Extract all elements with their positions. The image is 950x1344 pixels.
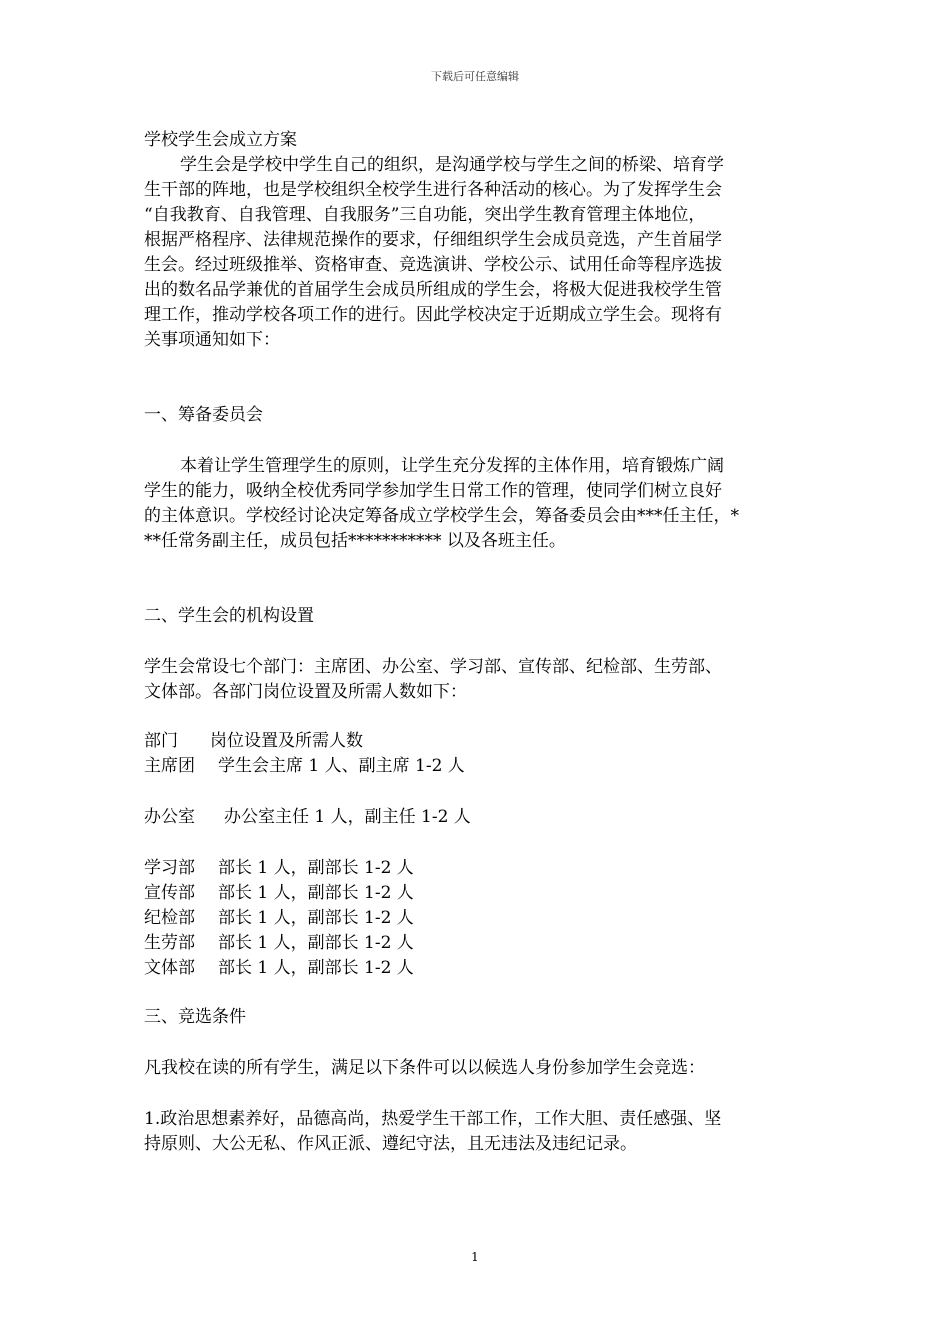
dept-name: 主席团 [144, 756, 195, 776]
dept-name: 办公室 [144, 807, 195, 827]
spacer [144, 428, 804, 454]
table-row [144, 754, 804, 779]
section1-line: 本着让学生管理学生的原则，让学生充分发挥的主体作用，培育锻炼广阔 [180, 456, 724, 476]
table-header-dept: 部门 [144, 731, 178, 751]
section2-line: 学生会常设七个部门：主席团、办公室、学习部、宣传部、纪检部、生劳部、 [144, 657, 722, 677]
department-table [144, 729, 804, 981]
section1-paragraph [144, 454, 804, 554]
spacer [144, 981, 804, 1005]
dept-positions: 部长 1 人，副部长 1-2 人 [218, 958, 414, 978]
intro-line: “自我教育、自我管理、自我服务”三自功能，突出学生教育管理主体地位， [144, 205, 706, 225]
dept-name: 宣传部 [144, 883, 195, 903]
intro-line: 生会。经过班级推举、资格审查、竞选演讲、学校公示、试用任命等程序选拔 [144, 255, 722, 275]
section2-line: 文体部。各部门岗位设置及所需人数如下： [144, 682, 467, 702]
intro-line: 生干部的阵地，也是学校组织全校学生进行各种活动的核心。为了发挥学生会 [144, 180, 722, 200]
section3-item-line: 持原则、大公无私、作风正派、遵纪守法，且无违法及违纪记录。 [144, 1134, 637, 1154]
section1-line: 学生的能力，吸纳全校优秀同学参加学生日常工作的管理，使同学们树立良好 [144, 481, 722, 501]
spacer [144, 705, 804, 729]
intro-paragraph [144, 153, 804, 353]
spacer [144, 554, 804, 604]
document-body [144, 128, 804, 1157]
page-number: 1 [471, 1250, 479, 1264]
intro-line: 学生会是学校中学生自己的组织，是沟通学校与学生之间的桥梁、培育学 [180, 155, 724, 175]
dept-positions: 部长 1 人，副部长 1-2 人 [218, 883, 414, 903]
table-row [144, 805, 804, 830]
header-note: 下载后可任意编辑 [431, 70, 519, 83]
spacer [144, 1081, 804, 1107]
spacer [144, 1030, 804, 1056]
table-header-positions: 岗位设置及所需人数 [210, 731, 363, 751]
section3-intro: 凡我校在读的所有学生，满足以下条件可以以候选人身份参加学生会竞选： [144, 1058, 705, 1078]
dept-positions: 部长 1 人，副部长 1-2 人 [218, 933, 414, 953]
intro-line: 根据严格程序、法律规范操作的要求，仔细组织学生会成员竞选，产生首届学 [144, 230, 722, 250]
section1-line: 的主体意识。学校经讨论决定筹备成立学校学生会，筹备委员会由***任主任，* [144, 506, 739, 526]
intro-line: 理工作，推动学校各项工作的进行。因此学校决定于近期成立学生会。现将有 [144, 305, 722, 325]
dept-name: 文体部 [144, 958, 195, 978]
dept-name: 学习部 [144, 858, 195, 878]
table-header-row [144, 729, 804, 754]
section1-line: **任常务副主任，成员包括*********** 以及各班主任。 [144, 531, 566, 551]
table-row [144, 856, 804, 881]
section3-heading: 三、竞选条件 [144, 1007, 246, 1027]
spacer [144, 830, 804, 856]
table-row [144, 906, 804, 931]
section1-heading: 一、筹备委员会 [144, 405, 263, 425]
dept-name: 生劳部 [144, 933, 195, 953]
spacer [144, 353, 804, 403]
dept-positions: 部长 1 人，副部长 1-2 人 [218, 858, 414, 878]
table-row [144, 881, 804, 906]
intro-line: 出的数名品学兼优的首届学生会成员所组成的学生会，将极大促进我校学生管 [144, 280, 722, 300]
document-title: 学校学生会成立方案 [144, 130, 297, 150]
section3-item-line: 1.政治思想素养好，品德高尚，热爱学生干部工作，工作大胆、责任感强、坚 [144, 1109, 722, 1129]
spacer [144, 629, 804, 655]
dept-name: 纪检部 [144, 908, 195, 928]
spacer [144, 779, 804, 805]
dept-positions: 学生会主席 1 人、副主席 1-2 人 [218, 756, 465, 776]
table-row [144, 956, 804, 981]
section3-item-1 [144, 1107, 804, 1157]
intro-line: 关事项通知如下： [144, 330, 280, 350]
dept-positions: 办公室主任 1 人，副主任 1-2 人 [224, 807, 471, 827]
section2-paragraph [144, 655, 804, 705]
dept-positions: 部长 1 人，副部长 1-2 人 [218, 908, 414, 928]
section2-heading: 二、学生会的机构设置 [144, 606, 314, 626]
table-row [144, 931, 804, 956]
